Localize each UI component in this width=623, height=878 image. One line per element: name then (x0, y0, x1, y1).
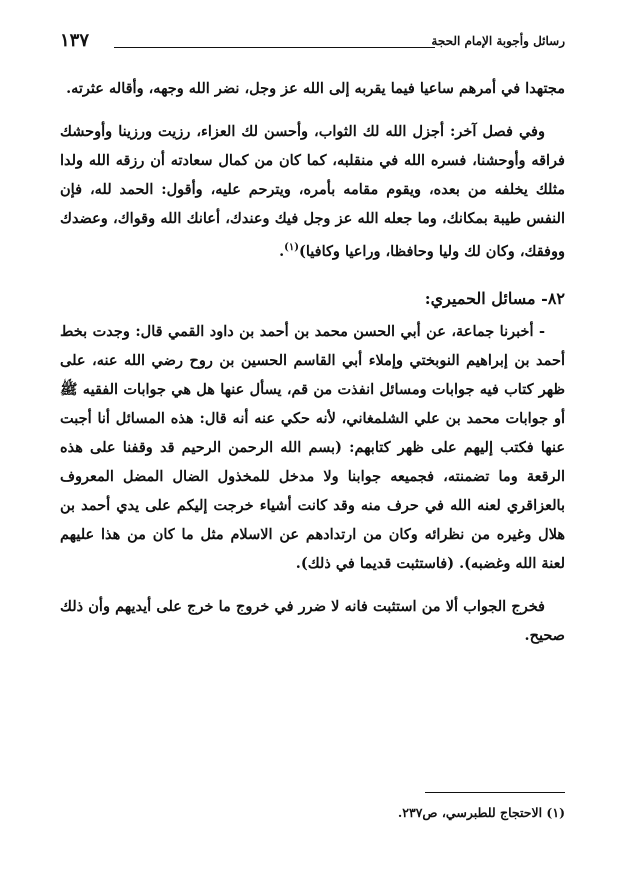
paragraph-condolence-text: وفي فصل آخر: أجزل الله لك الثواب، وأحسن لك العزاء، رزيت ورزينا وأوحشك فراقه وأوحشنا، فسره الله في منقلبه، كما كان من كمال سعادته أن رزقه الله ولدا مثلك يخلفه من بعده، ويقوم مقامه بأمره، ويترحم عليه، وأقول: الحمد لله، فإن النفس طيبة بمكانك، وما جعله الله عز وجل فيك وعندك، أعانك الله وقواك، وعضدك ووفقك، وكان لك وليا وحافظا، وراعيا وكافيا) (60, 123, 565, 260)
paragraph-continuation: مجتهدا في أمرهم ساعيا فيما يقربه إلى الله عز وجل، نضر الله وجهه، وأقاله عثرته. (66, 80, 565, 97)
section-heading: ٨٢- مسائل الحميري: (424, 288, 565, 308)
header-rule (114, 47, 435, 48)
paragraph-condolence-end: . (279, 242, 285, 260)
document-page (60, 30, 565, 850)
paragraph-condolence (60, 117, 565, 266)
paragraph-answer: فخرج الجواب ألا من استثبت فانه لا ضرر في خروج ما خرج على أيديهم وأن ذلك صحيح. (60, 597, 565, 644)
running-header-title: رسائل وأجوبة الإمام الحجة (431, 34, 565, 48)
page-number: ١٣٧ (60, 30, 90, 51)
footnote-rule (425, 792, 565, 793)
body-text (60, 74, 565, 650)
footnote-marker: (١) (284, 242, 300, 253)
paragraph-narration: - أخبرنا جماعة، عن أبي الحسن محمد بن أحمد بن داود القمي قال: وجدت بخط أحمد بن إبراهيم النوبختي وإملاء أبي القاسم الحسين بن روح رضي الله عنه، على ظهر كتاب فيه جوابات ومسائل انفذت من قم، يسأل عنها هل هي جوابات الفقيه ﷺ أو جوابات محمد بن علي الشلمغاني، لأنه حكي عنه أنه قال: هذه المسائل أنا أجبت عنها فكتب إليهم على ظهر كتابهم: (بسم الله الرحمن الرحيم قد وقفنا على هذه الرقعة وما تضمنته، فجميعه جوابنا ولا مدخل للمخذول الضال المضل المعروف بالعزاقري لعنه الله في حرف منه وقد كانت أشياء خرجت إليكم على يدي أحمد بن هلال وغيره من نظرائه وكان من ارتدادهم عن الاسلام مثل ما كان من هذا عليهم لعنة الله وغضبه). (فاستثبت قديما في ذلك). (60, 322, 565, 572)
footnote: (١) الاحتجاج للطبرسي، ص٢٣٧. (397, 805, 565, 820)
running-header (60, 30, 565, 56)
